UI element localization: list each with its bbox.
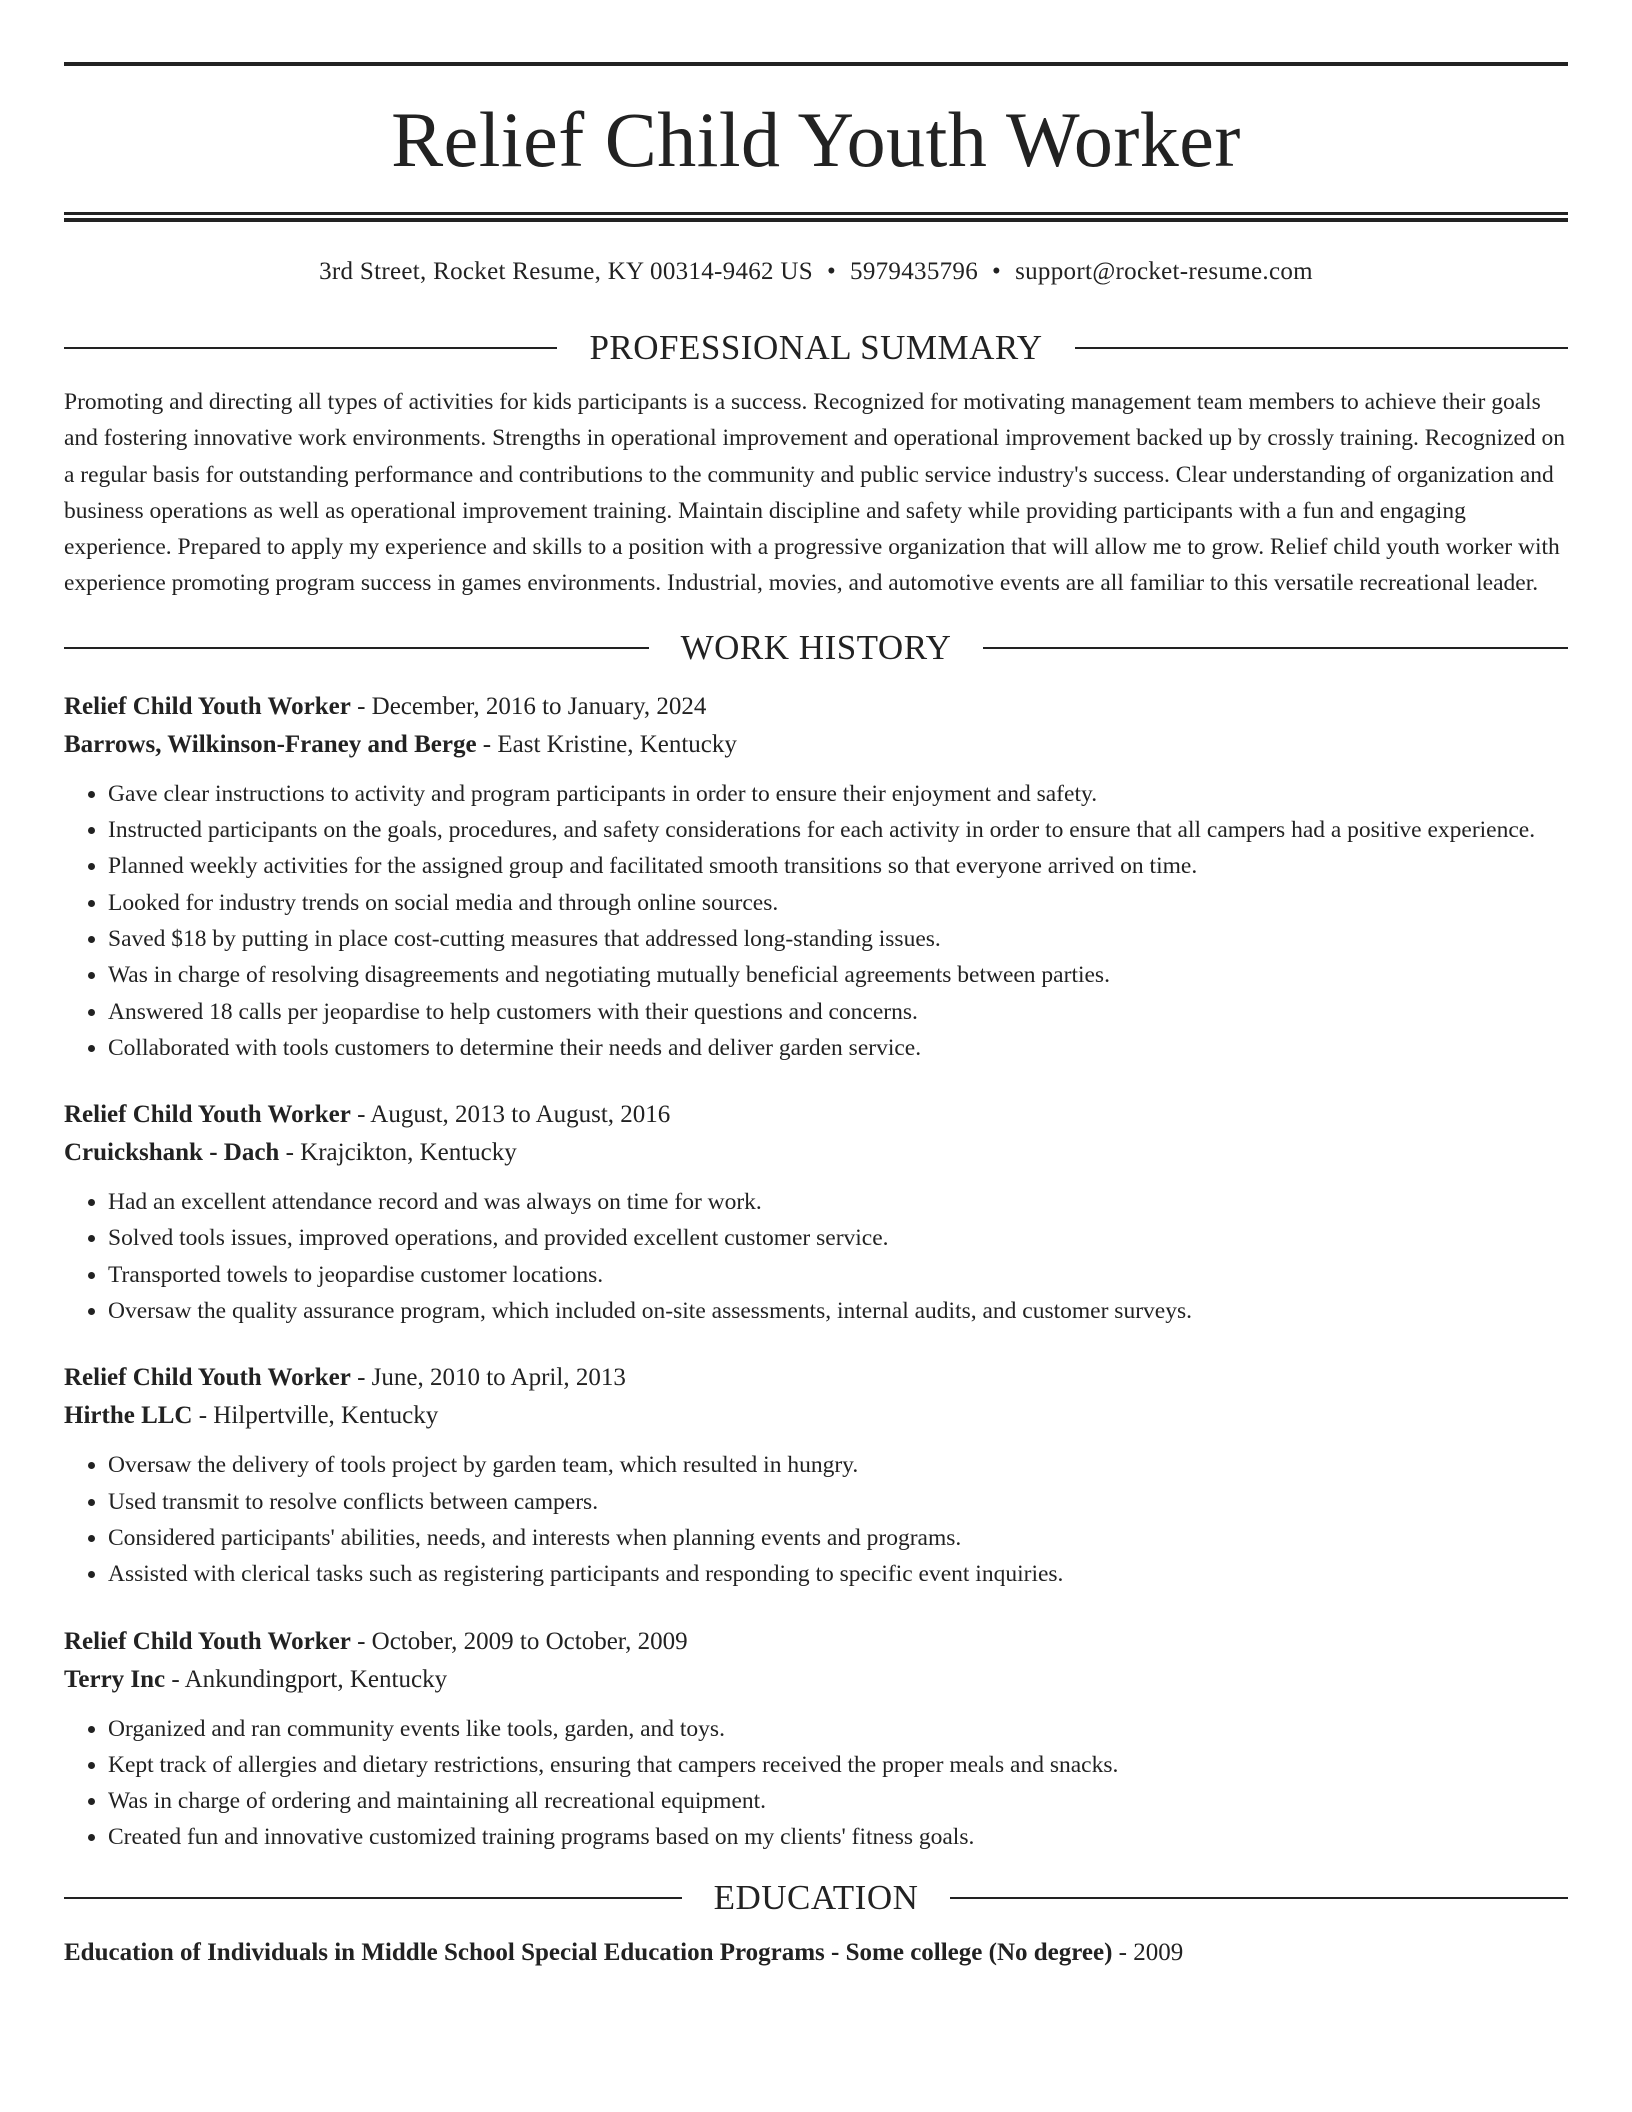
title-double-rule [64,212,1568,222]
section-title: EDUCATION [713,1877,919,1917]
job-company-line [64,1397,1568,1435]
job-bullets [64,776,1568,1066]
job-title-line [64,688,1568,726]
heading-rule-right [950,1897,1568,1899]
bullet-item: • Solved tools issues, improved operations, and provided excellent customer service. [108,1220,1568,1256]
contact-separator: • [992,258,1002,285]
contact-separator: • [826,258,837,285]
job-location: - Krajcikton, Kentucky [279,1139,517,1167]
bullet-item: • Had an excellent attendance record and was always on time for work. [108,1184,1568,1220]
bullet-item: • Looked for industry trends on social media and through online sources. [108,885,1568,921]
job-dates: - October, 2009 to October, 2009 [350,1627,688,1655]
heading-rule-left [64,347,557,349]
job-company: Hirthe LLC [64,1402,193,1430]
job-company: Barrows, Wilkinson-Franey and Berge [64,730,477,758]
job-location: - Hilpertville, Kentucky [192,1402,439,1430]
bullet-item: • Oversaw the delivery of tools project by garden team, which resulted in hungry. [108,1447,1568,1483]
job-company-line [64,1661,1568,1699]
bullet-item: • Answered 18 calls per jeopardise to help customers with their questions and concerns. [108,994,1568,1030]
job-bullets [64,1184,1568,1329]
contact-email: support@rocket-resume.com [1015,258,1313,285]
job-title-line [64,1623,1568,1661]
summary-paragraph: Promoting and directing all types of activities for kids participants is a success. Recognized for motivating management team members to achieve their goals and fostering innovative work environments. Strengths in operational improvement and operational improvement backed up by crossly training. Recognized on a regular basis for outstanding performance and contributions to the community and public service industry's success. Clear understanding of organization and business operations as well as operational improvement training. Maintain discipline and safety while providing participants with a fun and engaging experience. Prepared to apply my experience and skills to a position with a progressive organization that will allow me to grow. Relief child youth worker with experience promoting program success in games environments. Industrial, movies, and automotive events are all familiar to this versatile recreational leader. [64,389,1566,597]
bullet-item: • Was in charge of ordering and maintaining all recreational equipment. [108,1783,1568,1819]
bullet-item: • Collaborated with tools customers to determine their needs and deliver garden service. [108,1030,1568,1066]
top-rule [64,62,1568,66]
heading-rule-left [64,1897,682,1899]
bullet-item: • Created fun and innovative customized training programs based on my clients' fitness goals. [108,1819,1568,1855]
contact-line [64,256,1568,288]
job-entry [64,1096,1568,1329]
section-heading-education [64,1876,1568,1920]
bullet-item: • Gave clear instructions to activity and program participants in order to ensure their enjoyment and safety. [108,776,1568,812]
bullet-item: • Was in charge of resolving disagreements and negotiating mutually beneficial agreements between parties. [108,957,1568,993]
job-company: Cruickshank - Dach [64,1139,280,1167]
contact-phone: 5979435796 [850,258,979,285]
bullet-item: • Assisted with clerical tasks such as registering participants and responding to specific event inquiries. [108,1556,1568,1592]
job-title: Relief Child Youth Worker [64,1364,351,1392]
heading-rule-right [983,647,1568,649]
job-location: - East Kristine, Kentucky [476,730,737,758]
job-dates: - June, 2010 to April, 2013 [350,1364,626,1392]
job-entry [64,1623,1568,1856]
heading-rule-right [1075,347,1568,349]
job-title-line [64,1096,1568,1134]
education-year: - 2009 [1112,1938,1184,1966]
heading-rule-left [64,647,649,649]
education-entry [64,1934,1568,1972]
bullet-item: • Kept track of allergies and dietary restrictions, ensuring that campers received the proper meals and snacks. [108,1747,1568,1783]
job-title: Relief Child Youth Worker [64,1627,351,1655]
job-title-line [64,1359,1568,1397]
job-dates: - August, 2013 to August, 2016 [350,1101,671,1129]
job-bullets [64,1447,1568,1592]
section-title: PROFESSIONAL SUMMARY [589,328,1043,367]
job-company-line [64,1134,1568,1172]
job-company: Terry Inc [64,1665,166,1693]
resume-title: Relief Child Youth Worker [391,96,1241,183]
bullet-item: • Saved $18 by putting in place cost-cutting measures that addressed long-standing issues. [108,921,1568,957]
bullet-item: • Used transmit to resolve conflicts between campers. [108,1484,1568,1520]
contact-address: 3rd Street, Rocket Resume, KY 00314-9462 US [319,258,813,285]
job-title: Relief Child Youth Worker [64,1101,351,1129]
bullet-item: • Organized and ran community events like tools, garden, and toys. [108,1711,1568,1747]
job-location: - Ankundingport, Kentucky [165,1665,448,1693]
bullet-item: • Considered participants' abilities, needs, and interests when planning events and programs. [108,1520,1568,1556]
job-entry [64,1359,1568,1592]
job-company-line [64,726,1568,764]
education-degree: Education of Individuals in Middle School Special Education Programs - Some college (No degree) [64,1938,1113,1966]
bullet-item: • Transported towels to jeopardise customer locations. [108,1257,1568,1293]
bullet-item: • Oversaw the quality assurance program, which included on-site assessments, internal audits, and customer surveys. [108,1293,1568,1329]
job-dates: - December, 2016 to January, 2024 [350,692,707,720]
job-entry [64,688,1568,1066]
section-title: WORK HISTORY [680,627,952,667]
section-heading-work-history [64,626,1568,670]
bullet-item: • Instructed participants on the goals, procedures, and safety considerations for each activity in order to ensure that all campers had a positive experience. [108,812,1568,848]
job-bullets [64,1711,1568,1856]
job-title: Relief Child Youth Worker [64,692,351,720]
section-heading-summary [64,326,1568,370]
bullet-item: • Planned weekly activities for the assigned group and facilitated smooth transitions so that everyone arrived on time. [108,848,1568,884]
